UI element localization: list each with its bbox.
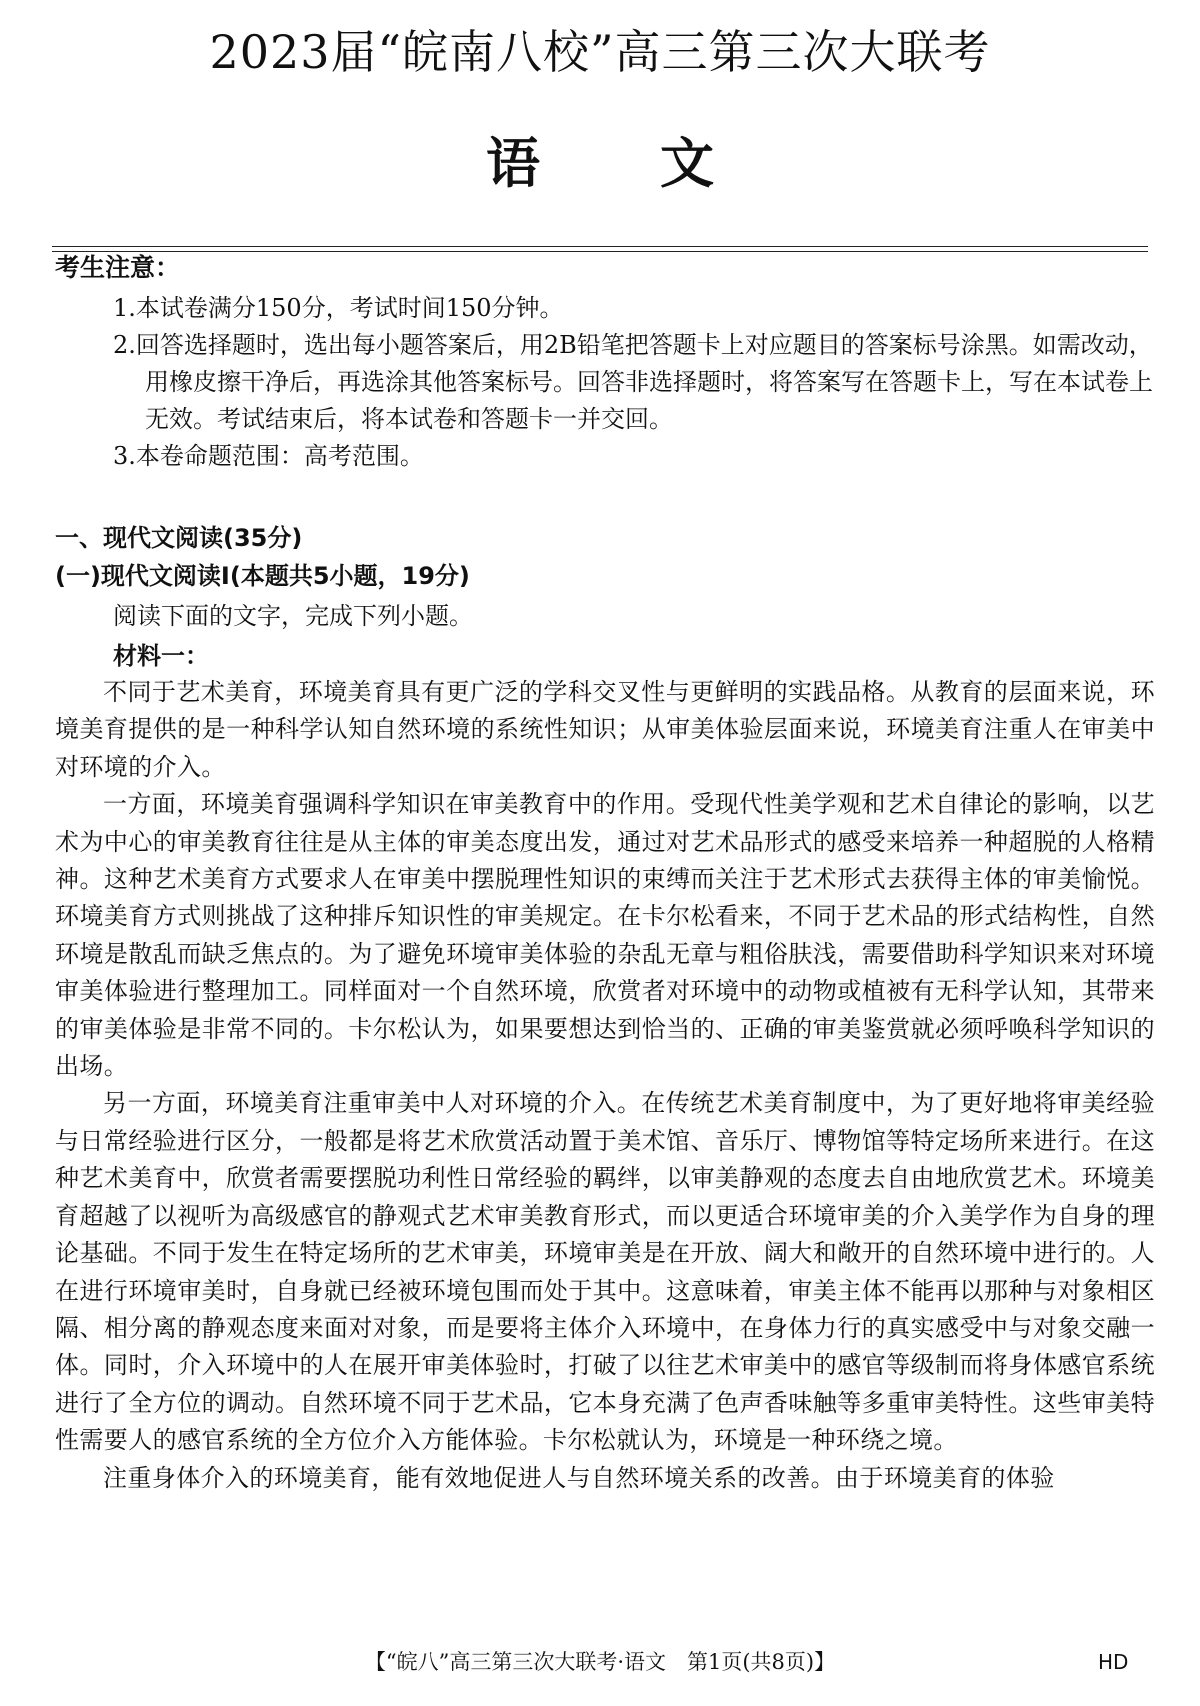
passage-paragraph: 另一方面，环境美育注重审美中人对环境的介入。在传统艺术美育制度中，为了更好地将审美经验与日常经验进行区分，一般都是将艺术欣赏活动置于美术馆、音乐厅、博物馆等特定场所来进行。在这种艺术美育中，欣赏者需要摆脱功利性日常经验的羁绊，以审美静观的态度去自由地欣赏艺术。环境美育超越了以视听为高级感官的静观式艺术审美教育形式，而以更适合环境审美的介入美学作为自身的理论基础。不同于发生在特定场所的艺术审美，环境审美是在开放、阔大和敞开的自然环境中进行的。人在进行环境审美时，自身就已经被环境包围而处于其中。这意味着，审美主体不能再以那种与对象相区隔、相分离的静观态度来面对对象，而是要将主体介入环境中，在身体力行的真实感受中与对象交融一体。同时，介入环境中的人在展开审美体验时，打破了以往艺术审美中的感官等级制而将身体感官系统进行了全方位的调动。自然环境不同于艺术品，它本身充满了色声香味触等多重审美特性。这些审美特性需要人的感官系统的全方位介入方能体验。卡尔松就认为，环境是一种环绕之境。 (55, 1089, 1155, 1455)
header-divider-bottom (52, 251, 1148, 252)
header-divider-top (52, 246, 1148, 247)
notice-item: 1.本试卷满分150分，考试时间150分钟。 (113, 294, 564, 322)
exam-title: 2023届“皖南八校”高三第三次大联考 (209, 25, 991, 79)
passage-paragraph: 注重身体介入的环境美育，能有效地促进人与自然环境关系的改善。由于环境美育的体验 (103, 1463, 1055, 1492)
passage-paragraph: 不同于艺术美育，环境美育具有更广泛的学科交叉性与更鲜明的实践品格。从教育的层面来说，环境美育提供的是一种科学认知自然环境的系统性知识；从审美体验层面来说，环境美育注重人在审美中对环境的介入。 (55, 678, 1155, 781)
footer-code: HD (1098, 1650, 1129, 1674)
passage-paragraph: 一方面，环境美育强调科学知识在审美教育中的作用。受现代性美学观和艺术自律论的影响，以艺术为中心的审美教育往往是从主体的审美态度出发，通过对艺术品形式的感受来培养一种超脱的人格精神。这种艺术美育方式要求人在审美中摆脱理性知识的束缚而关注于艺术形式去获得主体的审美愉悦。环境美育方式则挑战了这种排斥知识性的审美规定。在卡尔松看来，不同于艺术品的形式结构性，自然环境是散乱而缺乏焦点的。为了避免环境审美体验的杂乱无章与粗俗肤浅，需要借助科学知识来对环境审美体验进行整理加工。同样面对一个自然环境，欣赏者对环境中的动物或植被有无科学认知，其带来的审美体验是非常不同的。卡尔松认为，如果要想达到恰当的、正确的审美鉴赏就必须呼唤科学知识的出场。 (55, 790, 1155, 1081)
page-footer: 【“皖八”高三第三次大联考·语文 第1页(共8页)】 (364, 1650, 836, 1674)
section-title: 一、现代文阅读(35分) (55, 524, 303, 552)
reading-instruction: 阅读下面的文字，完成下列小题。 (113, 602, 473, 630)
notice-list (113, 290, 1155, 475)
subsection-title: (一)现代文阅读Ⅰ(本题共5小题，19分) (55, 562, 470, 590)
notice-item: 3.本卷命题范围：高考范围。 (113, 442, 424, 470)
notice-heading: 考生注意： (55, 253, 181, 282)
notice-item: 2.回答选择题时，选出每小题答案后，用2B铅笔把答题卡上对应题目的答案标号涂黑。如需改动，用橡皮擦干净后，再选涂其他答案标号。回答非选择题时，将答案写在答题卡上，写在本试卷上无效。考试结束后，将本试卷和答题卡一并交回。 (113, 331, 1153, 433)
material-label: 材料一： (113, 642, 209, 670)
reading-passage (55, 674, 1155, 1497)
subject-title: 语文 (486, 131, 834, 195)
